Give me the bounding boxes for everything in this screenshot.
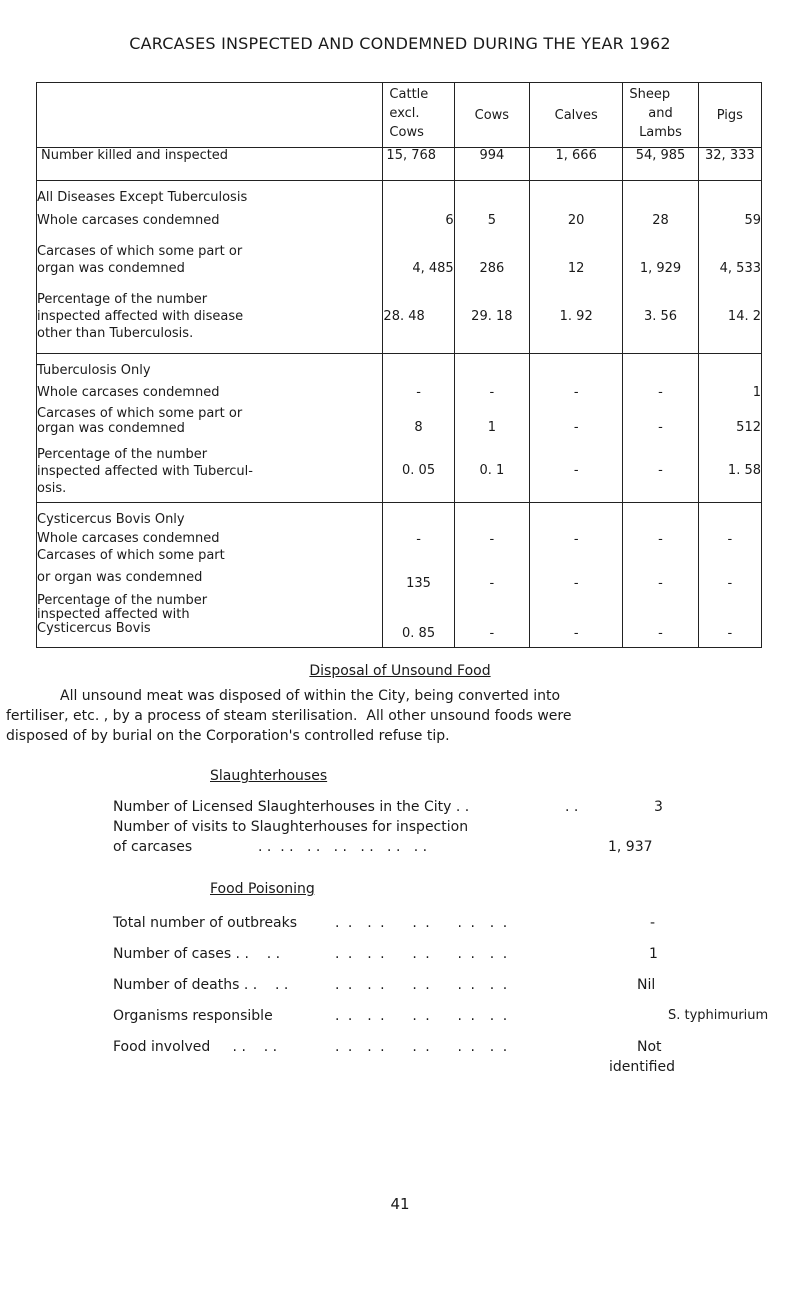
header-calves xyxy=(530,83,623,148)
calves-values xyxy=(530,503,623,648)
section-tuberculosis xyxy=(37,354,762,503)
value-cell: 4, 533 xyxy=(719,261,761,276)
header-sheep-line2: and xyxy=(648,106,673,121)
value-cell: - xyxy=(658,532,663,547)
value-cell: - xyxy=(573,626,579,641)
row-label: Carcases of which some part xyxy=(37,548,225,563)
row-label: Carcases of which some part or xyxy=(37,244,243,259)
section-heading: Cysticercus Bovis Only xyxy=(37,512,185,527)
header-cattle-line3: Cows xyxy=(389,125,424,140)
fp-value: Not xyxy=(637,1039,662,1055)
fp-dots: . . . . . . . . . . xyxy=(335,1039,510,1055)
value-cell: 1 xyxy=(752,385,761,400)
value-cell: - xyxy=(573,576,579,591)
row-label: other than Tuberculosis. xyxy=(37,326,194,341)
header-cattle-line1: Cattle xyxy=(389,87,429,102)
section-label xyxy=(37,503,383,648)
fp-label: Food involved . . . . xyxy=(113,1039,278,1055)
killed-calves: 1, 666 xyxy=(530,148,623,181)
section-all-diseases xyxy=(37,181,762,354)
header-cows xyxy=(454,83,529,148)
value-cell: - xyxy=(658,463,663,478)
food-poisoning-heading xyxy=(210,881,315,897)
disposal-line: disposed of by burial on the Corporation's controlled refuse tip. xyxy=(6,728,450,744)
killed-pigs: 32, 333 xyxy=(698,148,761,181)
value-cell: - xyxy=(416,532,421,547)
section-label xyxy=(37,354,383,503)
fp-value: Nil xyxy=(637,977,656,993)
fp-label: Number of deaths . . . . xyxy=(113,977,289,993)
value-cell: 0. 85 xyxy=(402,626,436,641)
pigs-values xyxy=(698,354,761,503)
fp-label: Organisms responsible xyxy=(113,1008,273,1024)
table-header-row xyxy=(37,83,762,148)
fp-value: S. typhimurium xyxy=(668,1008,769,1023)
value-cell: 28. 48 xyxy=(383,309,425,324)
page-title: CARCASES INSPECTED AND CONDEMNED DURING THE YEAR 1962 xyxy=(129,34,671,53)
killed-sheep: 54, 985 xyxy=(623,148,698,181)
value-cell: - xyxy=(573,463,579,478)
value-cell: - xyxy=(416,385,421,400)
row-label: organ was condemned xyxy=(37,421,185,436)
value-cell: 5 xyxy=(487,213,496,228)
value-cell: 1, 929 xyxy=(639,261,682,276)
value-cell: - xyxy=(489,385,495,400)
page-number: 41 xyxy=(390,1195,410,1213)
slaughterhouses-row2-dots: . . . . . . . . . . . . . . xyxy=(258,839,428,855)
row-label: Cysticercus Bovis xyxy=(37,621,151,636)
header-cows-line1: Cows xyxy=(474,107,510,123)
slaughterhouses-row2-value: 1, 937 xyxy=(608,839,653,855)
value-cell: - xyxy=(727,576,733,591)
cattle-values xyxy=(383,181,454,354)
disposal-heading-text: Disposal of Unsound Food xyxy=(309,663,491,679)
value-cell: 135 xyxy=(406,576,431,591)
slaughterhouses-heading xyxy=(210,768,327,784)
food-poisoning-heading-text: Food Poisoning xyxy=(210,881,315,897)
slaughterhouses-heading-text: Slaughterhouses xyxy=(210,768,328,784)
slaughterhouses-row1-value: 3 xyxy=(654,799,663,815)
value-cell: 6 xyxy=(445,213,454,228)
carcases-table xyxy=(36,82,762,648)
header-calves-line1: Calves xyxy=(554,107,598,123)
sheep-values xyxy=(623,181,698,354)
fp-value: 1 xyxy=(649,946,658,962)
header-cattle-line2: excl. xyxy=(389,106,420,121)
value-cell: 8 xyxy=(414,420,423,435)
fp-label: Total number of outbreaks xyxy=(113,915,298,931)
killed-cows: 994 xyxy=(454,148,529,181)
cows-values xyxy=(454,181,529,354)
header-cattle xyxy=(383,83,454,148)
fp-dots: . . . . . . . . . . xyxy=(335,977,510,993)
killed-label: Number killed and inspected xyxy=(37,148,383,181)
slaughterhouses-row2-label-b: of carcases xyxy=(113,839,193,855)
value-cell: 0. 05 xyxy=(402,463,436,478)
header-pigs xyxy=(698,83,761,148)
value-cell: 29. 18 xyxy=(471,309,513,324)
row-label: Whole carcases condemned xyxy=(37,385,220,400)
value-cell: - xyxy=(489,576,495,591)
row-label: Percentage of the number xyxy=(37,447,208,462)
value-cell: 20 xyxy=(567,213,585,228)
value-cell: - xyxy=(727,532,733,547)
cattle-values xyxy=(383,354,454,503)
pigs-values xyxy=(698,181,761,354)
row-label: organ was condemned xyxy=(37,261,185,276)
pigs-values xyxy=(698,503,761,648)
value-cell: 1. 92 xyxy=(559,309,593,324)
value-cell: 59 xyxy=(744,213,761,228)
row-label: inspected affected with Tubercul- xyxy=(37,464,253,479)
disposal-line: fertiliser, etc. , by a process of steam sterilisation. All other unsound foods were xyxy=(6,708,572,724)
row-label: Percentage of the number xyxy=(37,593,208,608)
value-cell: - xyxy=(727,626,733,641)
header-sheep-line1: Sheep xyxy=(629,87,671,102)
value-cell: 3. 56 xyxy=(643,309,678,324)
fp-label: Number of cases . . . . xyxy=(113,946,281,962)
fp-dots: . . . . . . . . . . xyxy=(335,915,510,931)
header-pigs-line1: Pigs xyxy=(716,107,743,123)
value-cell: 512 xyxy=(736,420,761,435)
row-label: Whole carcases condemned xyxy=(37,213,220,228)
row-label: inspected affected with xyxy=(37,607,190,622)
value-cell: - xyxy=(658,626,663,641)
slaughterhouses-row1-dots: . . xyxy=(565,799,579,815)
slaughterhouses-row1-label: Number of Licensed Slaughterhouses in the City . . xyxy=(113,799,470,815)
value-cell: 0. 1 xyxy=(479,463,505,478)
slaughterhouses-row2-label: Number of visits to Slaughterhouses for inspection xyxy=(113,819,469,835)
value-cell: 14. 2 xyxy=(727,309,761,324)
calves-values xyxy=(530,354,623,503)
cows-values xyxy=(454,354,529,503)
disposal-heading xyxy=(0,663,800,679)
row-label: Carcases of which some part or xyxy=(37,406,243,421)
fp-dots: . . . . . . . . . . xyxy=(335,946,510,962)
value-cell: 4, 485 xyxy=(412,261,454,276)
section-cysticercus xyxy=(37,503,762,648)
sheep-values xyxy=(623,354,698,503)
row-label: Whole carcases condemned xyxy=(37,531,220,546)
value-cell: 1 xyxy=(487,420,496,435)
fp-value: - xyxy=(650,915,656,931)
killed-row xyxy=(37,148,762,181)
section-heading: All Diseases Except Tuberculosis xyxy=(37,190,248,205)
value-cell: 286 xyxy=(479,261,505,276)
value-cell: - xyxy=(658,420,663,435)
row-label: inspected affected with disease xyxy=(37,309,244,324)
value-cell: - xyxy=(489,532,495,547)
value-cell: - xyxy=(573,385,579,400)
cattle-values xyxy=(383,503,454,648)
sheep-values xyxy=(623,503,698,648)
value-cell: 1. 58 xyxy=(727,463,761,478)
header-blank xyxy=(37,83,383,148)
row-label: Percentage of the number xyxy=(37,292,208,307)
value-cell: 12 xyxy=(567,261,585,276)
value-cell: - xyxy=(658,576,663,591)
section-label xyxy=(37,181,383,354)
header-sheep-line3: Lambs xyxy=(639,125,682,140)
section-heading: Tuberculosis Only xyxy=(37,363,151,378)
value-cell: - xyxy=(573,420,579,435)
value-cell: - xyxy=(658,385,663,400)
header-sheep xyxy=(623,83,698,148)
value-cell: - xyxy=(489,626,495,641)
value-cell: 28 xyxy=(652,213,669,228)
fp-value-line2: identified xyxy=(609,1059,675,1075)
calves-values xyxy=(530,181,623,354)
fp-dots: . . . . . . . . . . xyxy=(335,1008,510,1024)
disposal-line: All unsound meat was disposed of within the City, being converted into xyxy=(60,688,561,704)
killed-cattle: 15, 768 xyxy=(383,148,454,181)
row-label: or organ was condemned xyxy=(37,570,203,585)
row-label: osis. xyxy=(37,481,67,496)
disposal-paragraph xyxy=(6,686,796,746)
cows-values xyxy=(454,503,529,648)
value-cell: - xyxy=(573,532,579,547)
